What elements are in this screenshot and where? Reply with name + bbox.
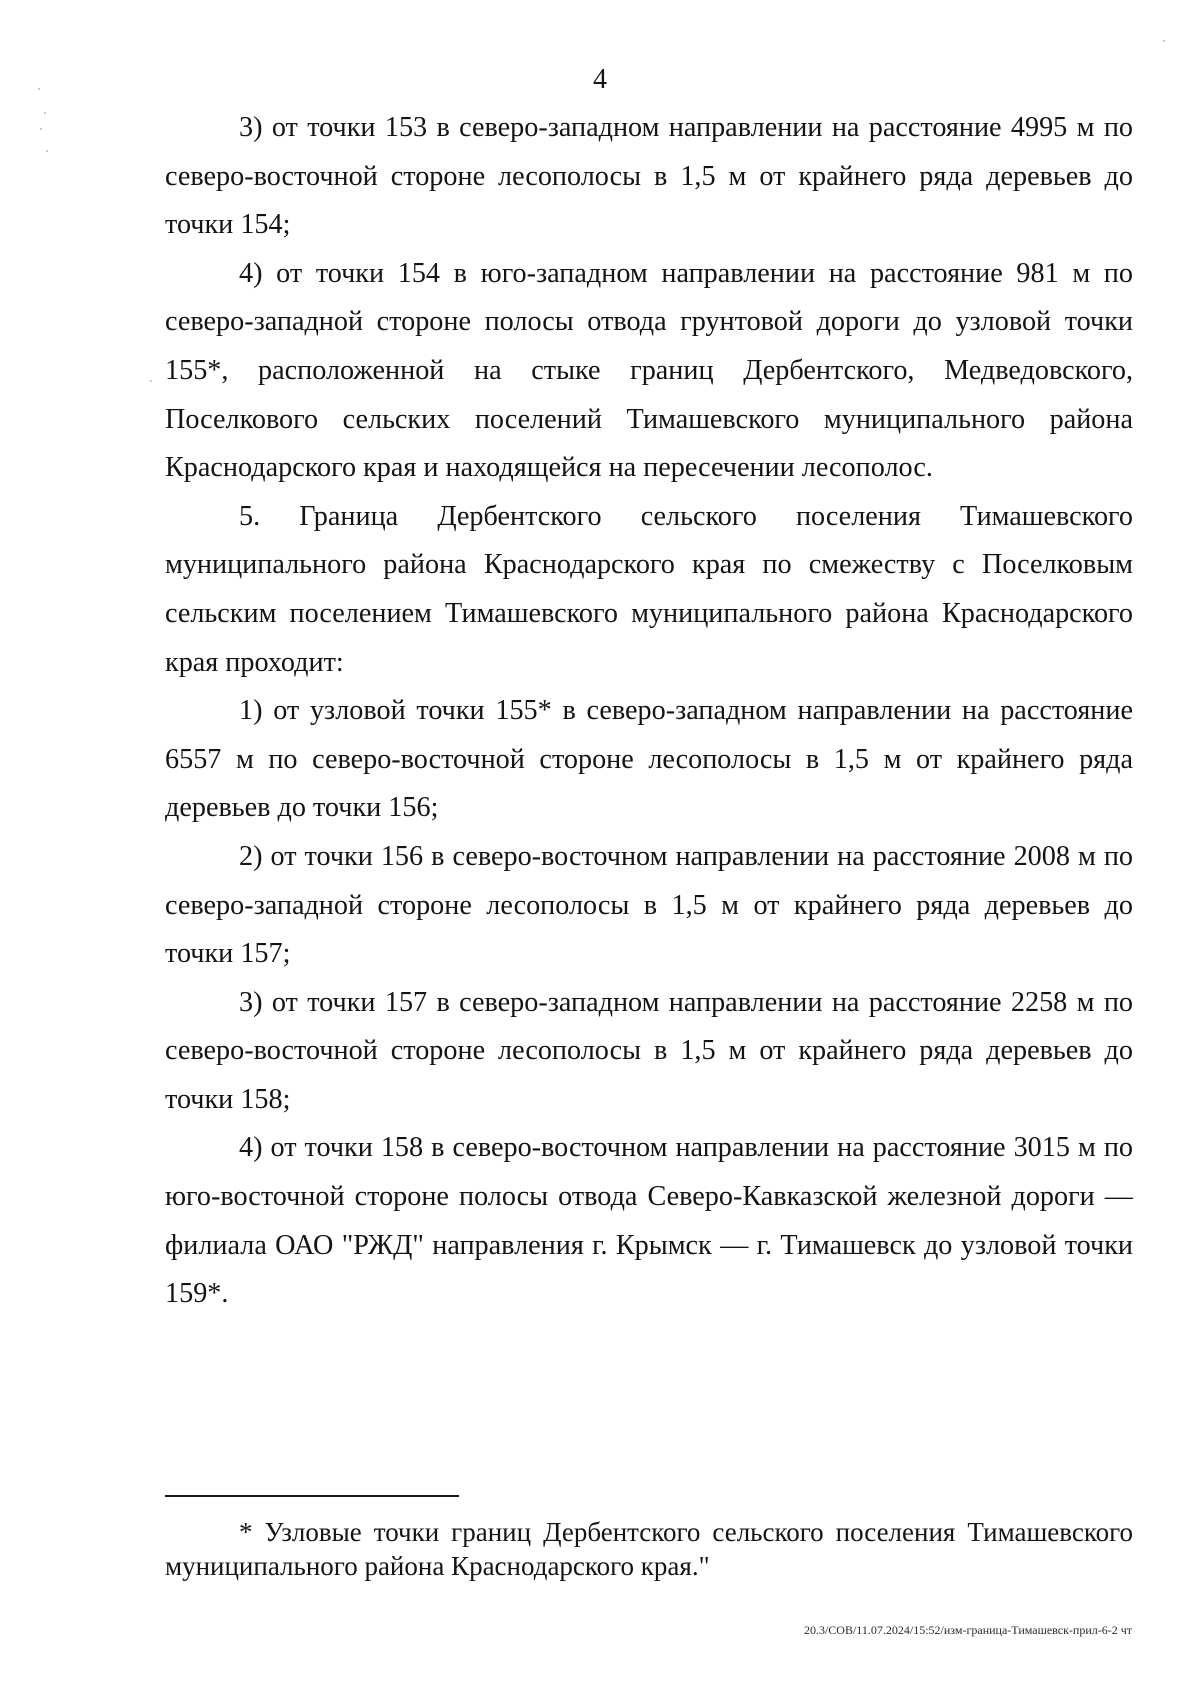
paragraph-item-3-point-153: 3) от точки 153 в северо-западном направлении на расстояние 4995 м по северо-восточной стороне лесополосы в 1,5 м от крайнего ряда деревьев до точки 154; [165,112,1133,241]
paragraph-section-5-heading: 5. Граница Дербентского сельского поселения Тимашевского муниципального района Краснодарского края по смежеству с Поселковым сельским поселением Тимашевского муниципального района Краснодарского края проходит: [165,500,1133,678]
scan-speck [150,380,152,382]
scan-speck [44,112,46,114]
footnote-divider [165,1495,459,1497]
scan-speck [46,150,48,152]
paragraph-item-3-point-157: 3) от точки 157 в северо-западном направлении на расстояние 2258 м по северо-восточной стороне лесополосы в 1,5 м от крайнего ряда деревьев до точки 158; [165,986,1133,1115]
paragraph-item-2-point-156: 2) от точки 156 в северо-восточном направлении на расстояние 2008 м по северо-западной стороне лесополосы в 1,5 м от крайнего ряда деревьев до точки 157; [165,840,1133,970]
paragraph-item-4-point-154: 4) от точки 154 в юго-западном направлении на расстояние 981 м по северо-западной стороне полосы отвода грунтовой дороги до узловой точки 155*, расположенной на стыке границ Дербентского, Медведовского, Поселкового сельских поселений Тимашевского муниципального района Краснодарского края и находящейся на пересечении лесополос. [165,257,1133,484]
page-number: 4 [593,64,607,95]
scan-speck [40,128,42,130]
paragraph-item-4-point-158: 4) от точки 158 в северо-восточном направлении на расстояние 3015 м по юго-восточной стороне полосы отвода Северо-Кавказской железной дороги — филиала ОАО "РЖД" направления г. Крымск — г. Тимашевск до узловой точки 159*. [165,1132,1133,1310]
scan-speck [1163,40,1165,42]
footnote: * Узловые точки границ Дербентского сельского поселения Тимашевского муниципального района Краснодарского края." [165,1517,1133,1581]
paragraph-item-1-point-155: 1) от узловой точки 155* в северо-западном направлении на расстояние 6557 м по северо-восточной стороне лесополосы в 1,5 м от крайнего ряда деревьев до точки 156; [165,695,1133,824]
document-code: 20.3/СОВ/11.07.2024/15:52/изм-граница-Тимашевск-прил-6-2 чт [803,1623,1132,1637]
document-body [165,104,1133,1319]
scan-speck [38,88,40,90]
